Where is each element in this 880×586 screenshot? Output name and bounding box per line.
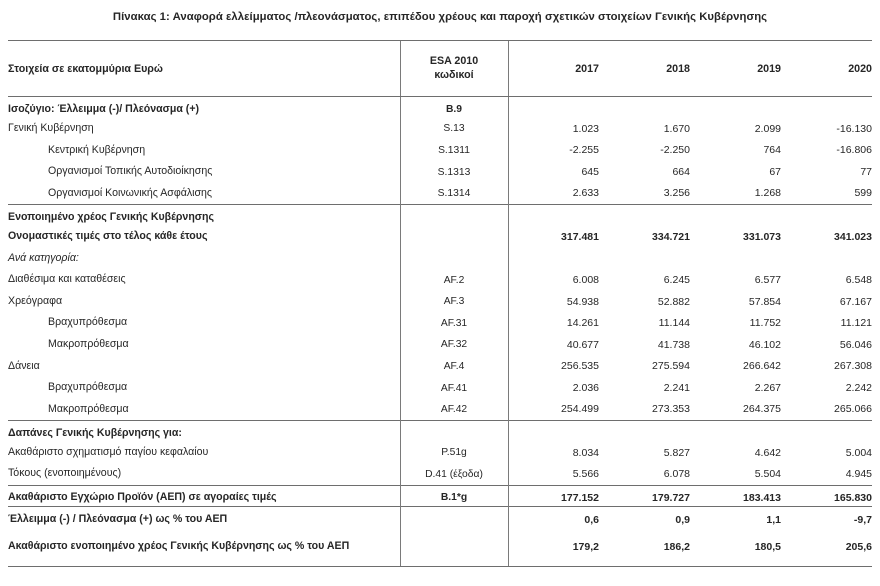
row-value-2020 xyxy=(781,420,872,442)
row-label: Τόκους (ενοποιημένους) xyxy=(8,467,122,480)
row-label: Ενοποιημένο χρέος Γενικής Κυβέρνησης xyxy=(8,204,400,226)
row-value-2017: 645 xyxy=(508,161,599,183)
row-value-2020: 165.830 xyxy=(781,485,872,507)
row-value-2019: 2.267 xyxy=(754,382,781,395)
table-row xyxy=(8,420,872,442)
row-label: Οργανισμοί Κοινωνικής Ασφάλισης xyxy=(48,186,213,199)
row-value-2019: 1.268 xyxy=(754,187,781,200)
row-value-2018: 41.738 xyxy=(657,338,690,351)
table-row xyxy=(8,464,872,486)
row-value-2020 xyxy=(781,248,872,270)
row-label: Έλλειμμα (-) / Πλεόνασμα (+) ως % του ΑΕΠ xyxy=(8,507,400,529)
row-value-2020: 5.004 xyxy=(845,446,872,459)
row-label: Χρεόγραφα xyxy=(8,294,63,307)
table-row xyxy=(8,269,872,291)
column-header-year-2017: 2017 xyxy=(508,41,599,97)
table-row xyxy=(8,161,872,183)
row-value-2020: 77 xyxy=(860,166,872,179)
row-value-2018: -2.250 xyxy=(660,144,690,157)
column-header-esa-code xyxy=(400,41,508,97)
row-value-2020: 4.945 xyxy=(845,468,872,481)
row-label: Ακαθάριστο σχηματισμό παγίου κεφαλαίου xyxy=(8,446,209,459)
table-row xyxy=(8,248,872,270)
row-value-2019: 264.375 xyxy=(743,403,781,416)
row-value-2017: 2.633 xyxy=(508,183,599,205)
row-esa-code: S.1311 xyxy=(400,140,508,162)
row-esa-code: AF.41 xyxy=(400,377,508,399)
row-value-2020: 11.121 xyxy=(840,317,872,330)
table-row xyxy=(8,291,872,313)
row-value-2018 xyxy=(599,248,690,270)
table-row xyxy=(8,377,872,399)
row-label: Ανά κατηγορία: xyxy=(8,251,79,264)
column-header-year-2019: 2019 xyxy=(690,41,781,97)
table-row xyxy=(8,356,872,378)
row-value-2020: 341.023 xyxy=(834,230,872,243)
row-label: Δαπάνες Γενικής Κυβέρνησης για: xyxy=(8,420,400,442)
row-value-2018: 6.078 xyxy=(663,468,690,481)
row-value-2018: 52.882 xyxy=(657,295,690,308)
row-value-2018: 334.721 xyxy=(652,230,690,243)
table-title-bar xyxy=(0,0,880,34)
row-value-2020: -9,7 xyxy=(781,507,872,529)
row-value-2019: 6.577 xyxy=(754,274,781,287)
row-value-2020: -16.806 xyxy=(836,144,872,157)
row-value-2017: 14.261 xyxy=(508,312,599,334)
financial-table xyxy=(8,40,872,567)
row-esa-code: B.1*g xyxy=(400,485,508,507)
row-esa-code: AF.3 xyxy=(400,291,508,313)
row-value-2020 xyxy=(781,97,872,119)
row-esa-code: S.1314 xyxy=(400,183,508,205)
row-value-2018 xyxy=(599,420,690,442)
row-esa-code xyxy=(400,420,508,442)
row-value-2020 xyxy=(781,204,872,226)
row-value-2020: -16.130 xyxy=(836,122,872,135)
row-esa-code: S.13 xyxy=(400,118,508,140)
row-value-2019 xyxy=(690,97,781,119)
financial-table-container xyxy=(8,40,872,567)
row-esa-code xyxy=(400,248,508,270)
row-value-2019: 5.504 xyxy=(754,468,781,481)
row-value-2019: 331.073 xyxy=(743,230,781,243)
row-value-2017: 54.938 xyxy=(508,291,599,313)
table-row xyxy=(8,485,872,507)
row-value-2019: 764 xyxy=(763,144,781,157)
table-body xyxy=(8,97,872,567)
row-label: Ονομαστικές τιμές στο τέλος κάθε έτους xyxy=(8,230,208,243)
column-header-label: Στοιχεία σε εκατομμύρια Ευρώ xyxy=(8,41,400,97)
row-esa-code xyxy=(400,226,508,248)
row-label: Κεντρική Κυβέρνηση xyxy=(48,143,146,156)
row-esa-code: AF.31 xyxy=(400,312,508,334)
table-row xyxy=(8,334,872,356)
row-esa-code xyxy=(400,528,508,566)
row-value-2018: 11.144 xyxy=(658,317,690,330)
row-value-2017 xyxy=(508,248,599,270)
table-row xyxy=(8,507,872,529)
row-label: Μακροπρόθεσμα xyxy=(48,402,129,415)
row-esa-code: AF.32 xyxy=(400,334,508,356)
row-value-2017: 5.566 xyxy=(508,464,599,486)
table-row xyxy=(8,528,872,566)
row-label: Ακαθάριστο Εγχώριο Προϊόν (ΑΕΠ) σε αγοραίες τιμές xyxy=(8,485,400,507)
row-value-2018 xyxy=(599,204,690,226)
table-header xyxy=(8,41,872,97)
row-value-2020: 2.242 xyxy=(845,382,872,395)
row-value-2019: 67 xyxy=(769,166,781,179)
column-header-year-2018: 2018 xyxy=(599,41,690,97)
row-label: Γενική Κυβέρνηση xyxy=(8,122,94,135)
row-value-2018: 273.353 xyxy=(652,403,690,416)
table-row xyxy=(8,118,872,140)
row-esa-code: B.9 xyxy=(400,97,508,119)
row-value-2019: 2.099 xyxy=(754,122,781,135)
row-value-2018: 186,2 xyxy=(599,528,690,566)
table-row xyxy=(8,442,872,464)
row-value-2020: 56.046 xyxy=(839,338,872,351)
row-value-2018: 2.241 xyxy=(663,382,690,395)
row-value-2018: 6.245 xyxy=(663,274,690,287)
esa-code-line2: κωδικοί xyxy=(434,68,474,81)
row-value-2020: 205,6 xyxy=(781,528,872,566)
row-value-2017: 40.677 xyxy=(508,334,599,356)
row-value-2018: 1.670 xyxy=(663,122,690,135)
row-label: Ισοζύγιο: Έλλειμμα (-)/ Πλεόνασμα (+) xyxy=(8,97,400,119)
row-value-2020: 6.548 xyxy=(845,274,872,287)
page-title: Πίνακας 1: Αναφορά ελλείμματος /πλεονάσματος, επιπέδου χρέους και παροχή σχετικών στοιχείων Γενικής Κυβέρνησης xyxy=(112,11,768,23)
row-value-2017: 254.499 xyxy=(508,399,599,421)
row-value-2018: 0,9 xyxy=(599,507,690,529)
row-value-2019 xyxy=(690,248,781,270)
row-value-2019 xyxy=(690,420,781,442)
table-row xyxy=(8,399,872,421)
row-value-2019: 1,1 xyxy=(690,507,781,529)
row-esa-code xyxy=(400,204,508,226)
row-value-2018: 3.256 xyxy=(663,187,690,200)
row-esa-code: P.51g xyxy=(400,442,508,464)
row-label: Δάνεια xyxy=(8,359,40,372)
row-value-2017: 256.535 xyxy=(508,356,599,378)
row-value-2020: 67.167 xyxy=(839,295,872,308)
row-label: Μακροπρόθεσμα xyxy=(48,338,129,351)
header-row xyxy=(8,41,872,97)
row-value-2017: -2.255 xyxy=(508,140,599,162)
row-value-2020: 599 xyxy=(854,187,872,200)
table-row xyxy=(8,226,872,248)
row-esa-code xyxy=(400,507,508,529)
row-value-2018 xyxy=(599,97,690,119)
row-value-2019: 57.854 xyxy=(748,295,781,308)
row-value-2017: 2.036 xyxy=(508,377,599,399)
row-value-2018: 275.594 xyxy=(652,360,690,373)
table-row xyxy=(8,183,872,205)
row-label: Βραχυπρόθεσμα xyxy=(48,381,128,394)
row-esa-code: S.1313 xyxy=(400,161,508,183)
row-label: Διαθέσιμα και καταθέσεις xyxy=(8,273,126,286)
row-value-2017: 317.481 xyxy=(508,226,599,248)
row-value-2017: 6.008 xyxy=(508,269,599,291)
row-value-2019: 46.102 xyxy=(748,338,781,351)
row-value-2019 xyxy=(690,204,781,226)
row-label: Οργανισμοί Τοπικής Αυτοδιοίκησης xyxy=(48,165,213,178)
table-row xyxy=(8,97,872,119)
row-label: Ακαθάριστο ενοποιημένο χρέος Γενικής Κυβέρνησης ως % του ΑΕΠ xyxy=(8,528,400,566)
row-value-2017: 8.034 xyxy=(508,442,599,464)
row-esa-code: AF.42 xyxy=(400,399,508,421)
row-value-2020: 265.066 xyxy=(834,403,872,416)
row-value-2019: 266.642 xyxy=(743,360,781,373)
row-value-2018: 664 xyxy=(672,166,690,179)
row-esa-code: D.41 (έξοδα) xyxy=(400,464,508,486)
row-esa-code: AF.4 xyxy=(400,356,508,378)
row-value-2018: 179.727 xyxy=(599,485,690,507)
row-value-2019: 183.413 xyxy=(690,485,781,507)
row-value-2017: 0,6 xyxy=(508,507,599,529)
table-row xyxy=(8,140,872,162)
row-esa-code: AF.2 xyxy=(400,269,508,291)
row-value-2018: 5.827 xyxy=(663,446,690,459)
row-value-2017 xyxy=(508,97,599,119)
table-row xyxy=(8,204,872,226)
row-value-2017: 179,2 xyxy=(508,528,599,566)
row-value-2019: 4.642 xyxy=(754,446,781,459)
row-value-2017: 1.023 xyxy=(508,118,599,140)
row-value-2019: 180,5 xyxy=(690,528,781,566)
row-value-2019: 11.752 xyxy=(749,317,781,330)
column-header-year-2020: 2020 xyxy=(781,41,872,97)
row-value-2017 xyxy=(508,420,599,442)
row-value-2020: 267.308 xyxy=(834,360,872,373)
esa-code-line1: ESA 2010 xyxy=(429,55,479,68)
row-value-2017 xyxy=(508,204,599,226)
table-row xyxy=(8,312,872,334)
row-label: Βραχυπρόθεσμα xyxy=(48,316,128,329)
row-value-2017: 177.152 xyxy=(508,485,599,507)
